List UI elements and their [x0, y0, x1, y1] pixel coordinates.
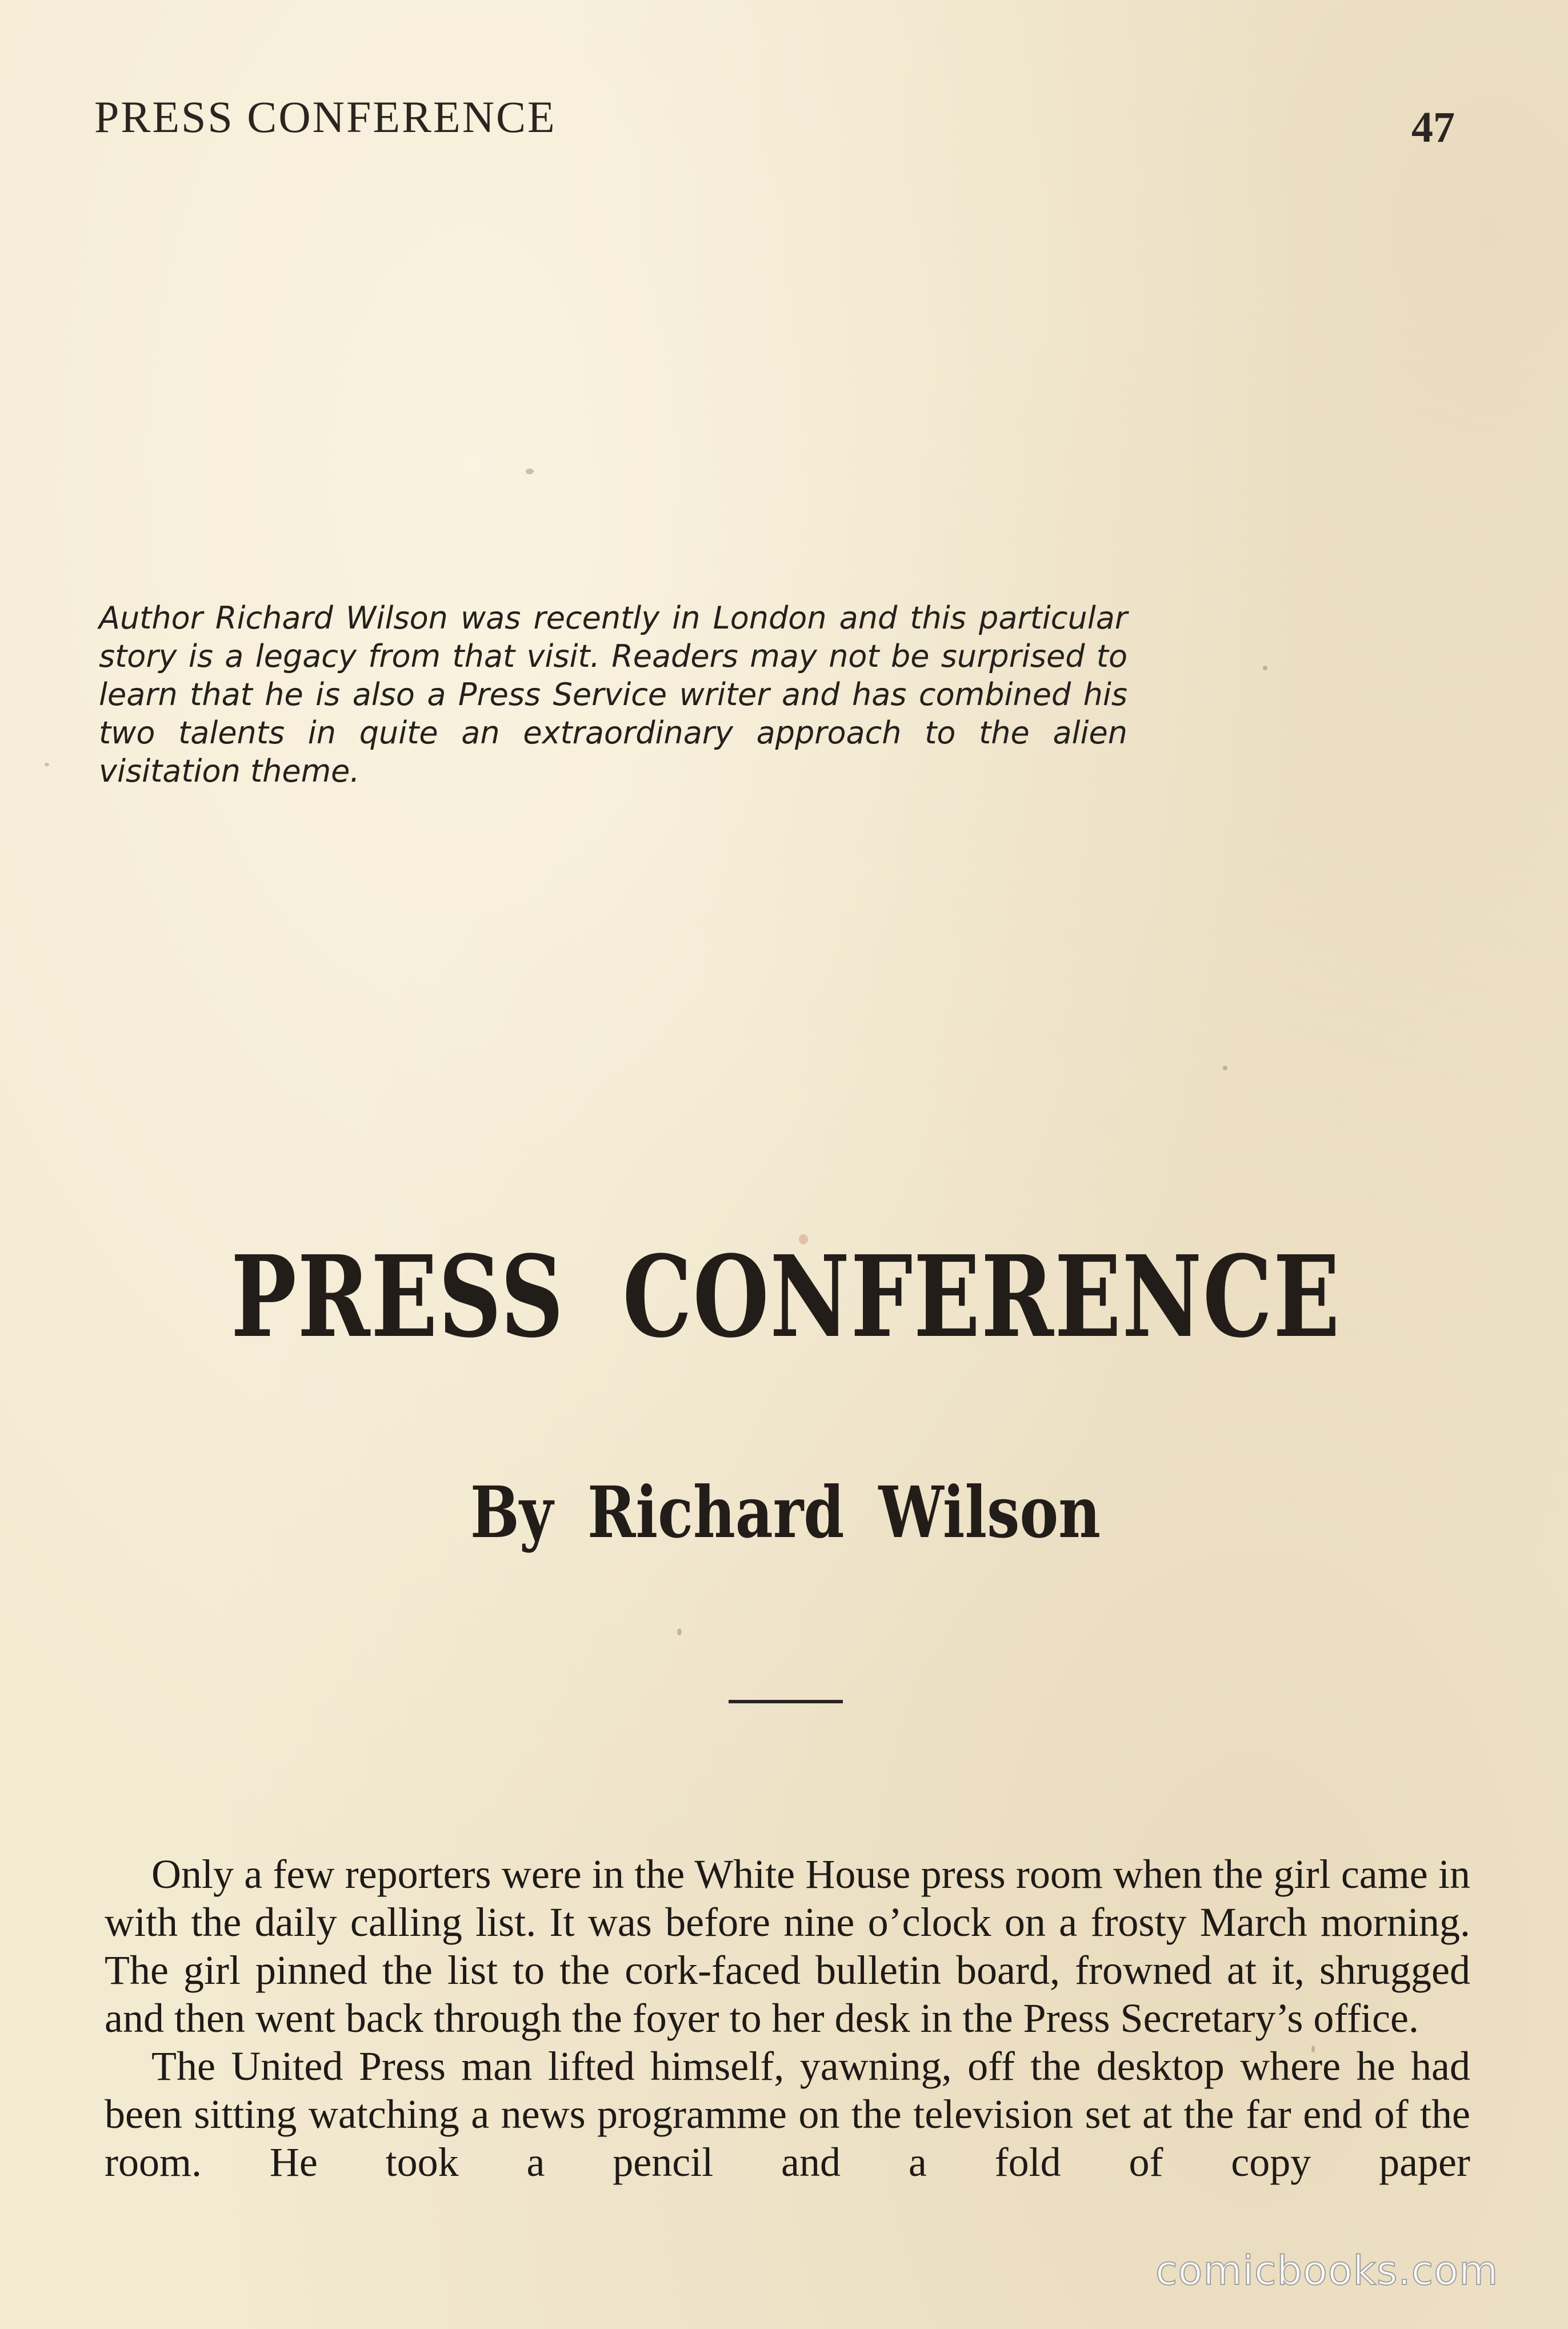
story-body: [105, 1850, 1470, 2186]
section-divider-rule: [729, 1700, 843, 1703]
page-number: 47: [1411, 103, 1455, 151]
story-byline: By Richard Wilson: [470, 1471, 1101, 1554]
running-header-title: PRESS CONFERENCE: [94, 92, 557, 142]
author-intro-blurb: Author Richard Wilson was recently in London and this particular story is a legacy from that visit. Readers may not be surprised to learn that he is also a Press Service writer and has combined his two talents in quite an extraordinary approach to the alien visitation theme.: [99, 600, 1127, 789]
paper-speck: [677, 1628, 682, 1635]
body-paragraph-2: The United Press man lifted himself, yawning, off the desktop where he had been sitting watching a news programme on the television set at the far end of the room. He took a pencil and a fold of copy paper: [105, 2043, 1470, 2185]
paper-speck: [1223, 1066, 1227, 1070]
paper-speck: [1311, 2046, 1315, 2052]
paper-speck: [1263, 666, 1267, 670]
paper-speck: [526, 469, 534, 474]
paper-speck: [799, 1234, 808, 1244]
body-paragraph-1: Only a few reporters were in the White House press room when the girl came in with the daily calling list. It was before nine o’clock on a frosty March morning. The girl pinned the list to the cork-faced bulletin board, frowned at it, shrugged and then went back through the foyer to her desk in the Press Secretary’s office.: [105, 1851, 1470, 2041]
story-title: PRESS CONFERENCE: [231, 1231, 1341, 1363]
site-watermark: comicbooks.com: [1155, 2247, 1499, 2294]
paper-speck: [45, 763, 49, 766]
